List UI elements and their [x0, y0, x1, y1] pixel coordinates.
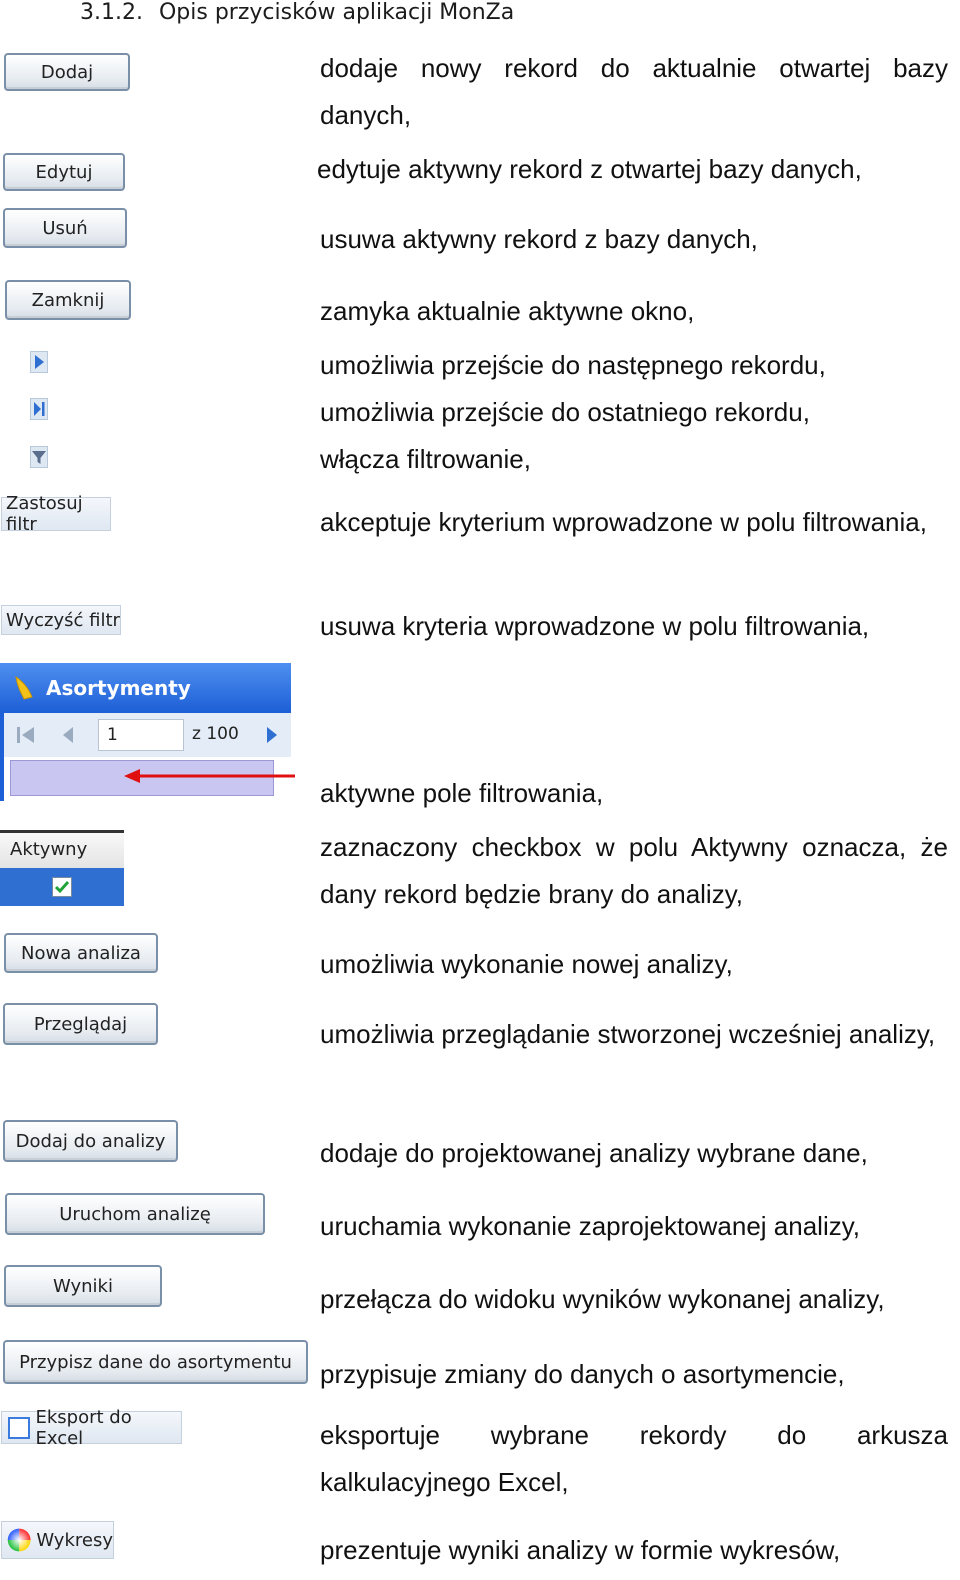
przegladaj-description: umożliwia przeglądanie stworzonej wcześniej analizy,: [320, 1019, 936, 1049]
next-record-nav-icon[interactable]: [262, 724, 282, 746]
excel-icon: [8, 1417, 30, 1439]
panel-title: Asortymenty: [46, 676, 191, 700]
folder-icon: [10, 673, 40, 703]
filter-description: włącza filtrowanie,: [320, 444, 531, 474]
wykresy-label: Wykresy: [36, 1529, 113, 1551]
red-arrow-icon: [122, 765, 295, 787]
eksport-do-excel-button[interactable]: [1, 1406, 182, 1449]
filter-icon[interactable]: [30, 446, 48, 468]
zastosuj-filtr-description: akceptuje kryterium wprowadzone w polu filtrowania,: [320, 507, 927, 537]
color-wheel-icon: [6, 1525, 32, 1555]
checkmark-icon: [53, 878, 71, 896]
wyczysc-filtr-button[interactable]: Wyczyść filtr: [1, 605, 121, 635]
uruchom-analize-description: uruchamia wykonanie zaprojektowanej analizy,: [320, 1211, 861, 1241]
przegladaj-button[interactable]: Przeglądaj: [3, 1003, 158, 1045]
edytuj-description: edytuje aktywny rekord z otwartej bazy danych,: [317, 154, 862, 184]
previous-record-icon[interactable]: [58, 724, 78, 746]
section-title: Opis przycisków aplikacji MonZa: [158, 0, 515, 25]
zamknij-description: zamyka aktualnie aktywne okno,: [320, 296, 695, 326]
uruchom-analize-button[interactable]: Uruchom analizę: [5, 1193, 265, 1235]
wykresy-button[interactable]: [1, 1521, 114, 1559]
record-total: z 100: [192, 724, 239, 744]
filter-field-description: aktywne pole filtrowania,: [320, 778, 604, 808]
przypisz-dane-description: przypisuje zmiany do danych o asortymencie,: [320, 1359, 845, 1389]
zamknij-button[interactable]: Zamknij: [5, 280, 131, 320]
last-record-description: umożliwia przejście do ostatniego rekordu,: [320, 397, 810, 427]
first-record-icon[interactable]: [14, 724, 38, 746]
zastosuj-filtr-button[interactable]: Zastosuj filtr: [1, 497, 111, 531]
section-number: 3.1.2.: [80, 0, 143, 25]
next-record-description: umożliwia przejście do następnego rekordu,: [320, 350, 826, 380]
dodaj-button[interactable]: Dodaj: [4, 53, 130, 91]
usun-button[interactable]: Usuń: [3, 208, 127, 248]
panel-header: [0, 663, 291, 713]
aktywny-column: [0, 830, 126, 908]
dodaj-do-analizy-button[interactable]: Dodaj do analizy: [3, 1120, 178, 1162]
record-navigator: [0, 713, 291, 757]
aktywny-checkbox[interactable]: [52, 877, 72, 897]
filter-row: [0, 757, 291, 801]
section-heading: [80, 0, 514, 26]
wyniki-button[interactable]: Wyniki: [4, 1265, 162, 1307]
asortymenty-panel: [0, 663, 291, 803]
wyniki-description: przełącza do widoku wyników wykonanej analizy,: [320, 1284, 885, 1314]
nowa-analiza-description: umożliwia wykonanie nowej analizy,: [320, 949, 733, 979]
aktywny-description: zaznaczony checkbox w polu Aktywny oznacza, że dany rekord będzie brany do analizy,: [320, 832, 948, 909]
aktywny-cell: [0, 868, 124, 906]
wykresy-description: prezentuje wyniki analizy w formie wykresów,: [320, 1535, 841, 1565]
next-record-icon[interactable]: [30, 351, 48, 373]
edytuj-button[interactable]: Edytuj: [3, 153, 125, 191]
aktywny-header: Aktywny: [0, 830, 124, 868]
wyczysc-filtr-description: usuwa kryteria wprowadzone w polu filtrowania,: [320, 611, 870, 641]
przypisz-dane-button[interactable]: Przypisz dane do asortymentu: [3, 1340, 308, 1384]
nowa-analiza-button[interactable]: Nowa analiza: [4, 933, 158, 973]
eksport-label: Eksport do Excel: [35, 1406, 132, 1449]
last-record-icon[interactable]: [30, 398, 48, 420]
dodaj-do-analizy-description: dodaje do projektowanej analizy wybrane dane,: [320, 1138, 868, 1168]
dodaj-description: dodaje nowy rekord do aktualnie otwartej bazy danych,: [320, 53, 948, 130]
eksport-description: eksportuje wybrane rekordy do arkusza kalkulacyjnego Excel,: [320, 1420, 948, 1497]
usun-description: usuwa aktywny rekord z bazy danych,: [320, 224, 758, 254]
record-number-field[interactable]: 1: [98, 719, 184, 751]
